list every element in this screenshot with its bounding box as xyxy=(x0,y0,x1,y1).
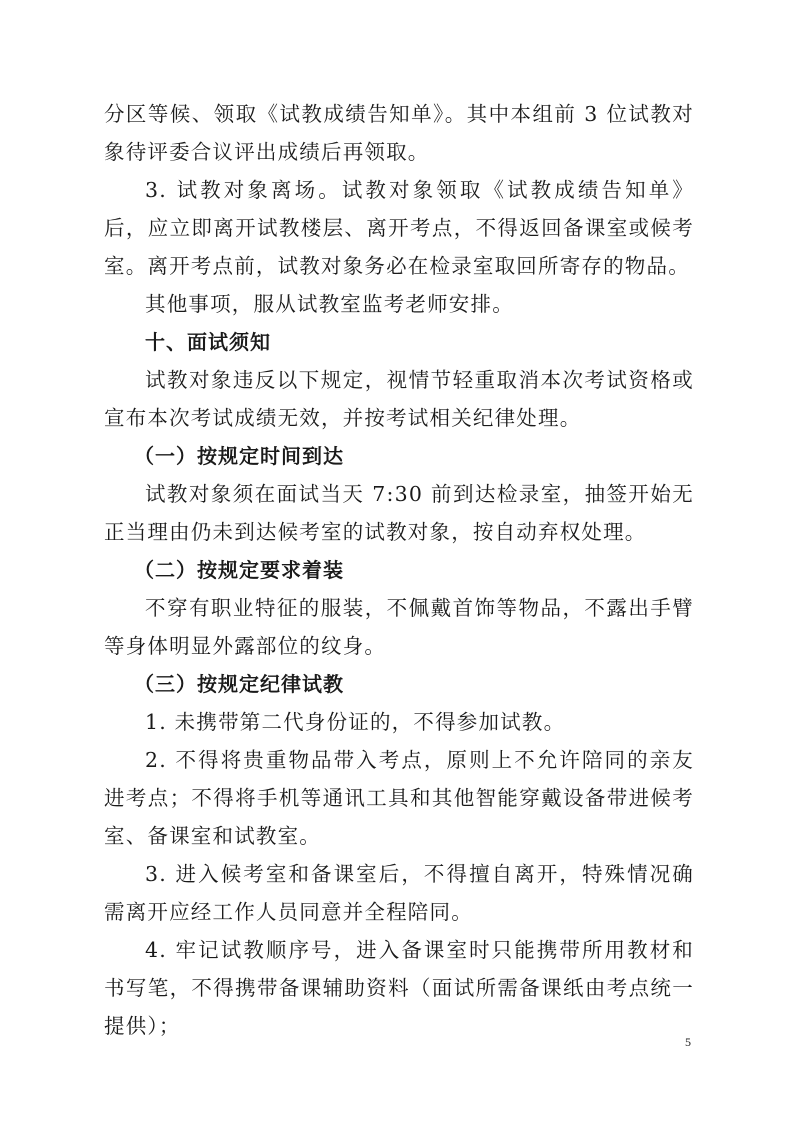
paragraph-id-card-rule: 1. 未携带第二代身份证的，不得参加试教。 xyxy=(145,710,566,734)
subheading-arrive-on-time: （一）按规定时间到达 xyxy=(134,444,344,468)
section-heading-interview-notice: 十、面试须知 xyxy=(145,330,271,354)
paragraph-valuables-rule: 2. 不得将贵重物品带入考点，原则上不允许陪同的亲友进考点；不得将手机等通讯工具和其他智能穿戴设备带进候考室、备课室和试教室。 xyxy=(104,748,694,848)
paragraph-sequence-number-rule: 4. 牢记试教顺序号，进入备课室时只能携带所用教材和书写笔，不得携带备课辅助资料（面试所需备课纸由考点统一提供）； xyxy=(104,938,694,1038)
paragraph-no-leaving-rule: 3. 进入候考室和备课室后，不得擅自离开，特殊情况确需离开应经工作人员同意并全程陪同。 xyxy=(104,862,694,924)
paragraph-violation-rules: 试教对象违反以下规定，视情节轻重取消本次考试资格或宣布本次考试成绩无效，并按考试相关纪律处理。 xyxy=(104,368,694,430)
paragraph-other-matters: 其他事项，服从试教室监考老师安排。 xyxy=(145,292,514,316)
page-number: 5 xyxy=(685,1035,691,1049)
subheading-dress-code: （二）按规定要求着装 xyxy=(134,558,344,582)
paragraph-waiting-area: 分区等候、领取《试教成绩告知单》。其中本组前 3 位试教对象待评委合议评出成绩后再领取。 xyxy=(104,102,694,164)
subheading-discipline: （三）按规定纪律试教 xyxy=(134,672,344,696)
paragraph-dress-rules: 不穿有职业特征的服装，不佩戴首饰等物品，不露出手臂等身体明显外露部位的纹身。 xyxy=(104,596,694,658)
paragraph-arrival-time: 试教对象须在面试当天 7:30 前到达检录室，抽签开始无正当理由仍未到达候考室的试教对象，按自动弃权处理。 xyxy=(104,482,694,544)
paragraph-leave-venue: 3. 试教对象离场。试教对象领取《试教成绩告知单》后，应立即离开试教楼层、离开考点，不得返回备课室或候考室。离开考点前，试教对象务必在检录室取回所寄存的物品。 xyxy=(104,178,694,278)
